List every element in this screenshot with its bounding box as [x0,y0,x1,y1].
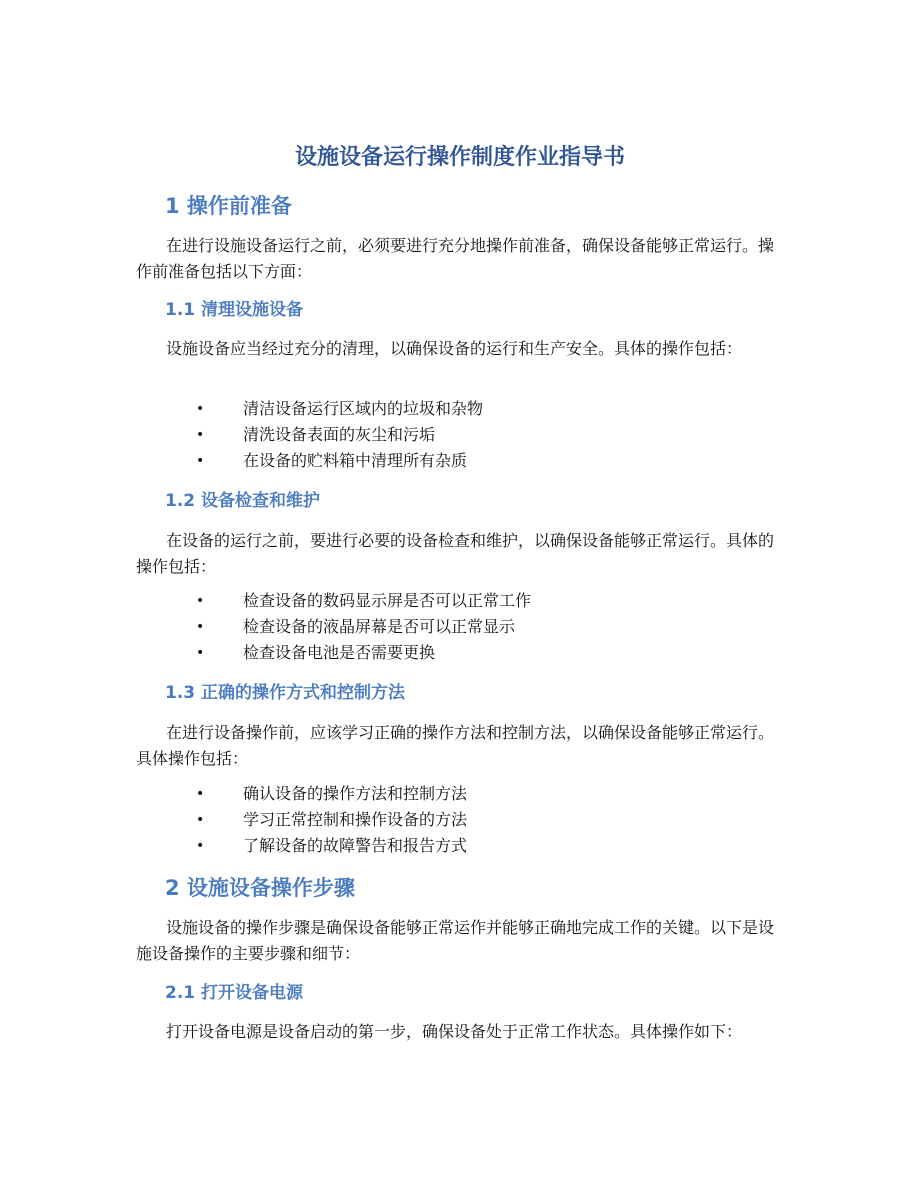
section-2-intro: 设施设备的操作步骤是确保设备能够正常运作并能够正确地完成工作的关键。以下是设施设备操作的主要步骤和细节： [136,918,775,963]
section-heading-2: 2 设施设备操作步骤 [165,876,355,900]
list-item: • 学习正常控制和操作设备的方法 [196,807,467,833]
bullet-icon: • [196,427,205,443]
subsection-1-3-intro: 在进行设备操作前，应该学习正确的操作方法和控制方法，以确保设备能够正常运行。具体操作包括： [136,723,775,768]
bullet-icon: • [196,786,205,802]
subsection-heading-1-2: 1.2 设备检查和维护 [165,491,321,511]
bullet-icon: • [196,401,205,417]
bullet-icon: • [196,645,205,661]
subsection-1-1-intro: 设施设备应当经过充分的清理，以确保设备的运行和生产安全。具体的操作包括： [166,339,743,358]
bullet-icon: • [196,593,205,609]
subsection-1-3-list [196,781,467,859]
subsection-heading-1-3: 1.3 正确的操作方式和控制方法 [165,683,406,703]
bullet-icon: • [196,838,205,854]
subsection-1-1-list [196,396,483,474]
subsection-1-2-list [196,588,531,666]
list-item: • 检查设备的数码显示屏是否可以正常工作 [196,588,531,614]
document-title: 设施设备运行操作制度作业指导书 [294,145,625,170]
subsection-heading-2-1: 2.1 打开设备电源 [165,983,304,1003]
subsection-2-1-intro: 打开设备电源是设备启动的第一步，确保设备处于正常工作状态。具体操作如下： [166,1022,743,1041]
list-item: • 清洗设备表面的灰尘和污垢 [196,422,483,448]
list-item: • 检查设备电池是否需要更换 [196,640,531,666]
bullet-icon: • [196,812,205,828]
list-item: • 检查设备的液晶屏幕是否可以正常显示 [196,614,531,640]
list-item: • 在设备的贮料箱中清理所有杂质 [196,448,483,474]
section-1-intro: 在进行设施设备运行之前，必须要进行充分地操作前准备，确保设备能够正常运行。操作前准备包括以下方面： [136,236,775,281]
subsection-heading-1-1: 1.1 清理设施设备 [165,300,304,320]
list-item: • 清洁设备运行区域内的垃圾和杂物 [196,396,483,422]
list-item: • 了解设备的故障警告和报告方式 [196,833,467,859]
section-heading-1: 1 操作前准备 [165,194,292,218]
bullet-icon: • [196,453,205,469]
subsection-1-2-intro: 在设备的运行之前，要进行必要的设备检查和维护，以确保设备能够正常运行。具体的操作包括： [136,531,775,576]
list-item: • 确认设备的操作方法和控制方法 [196,781,467,807]
bullet-icon: • [196,619,205,635]
